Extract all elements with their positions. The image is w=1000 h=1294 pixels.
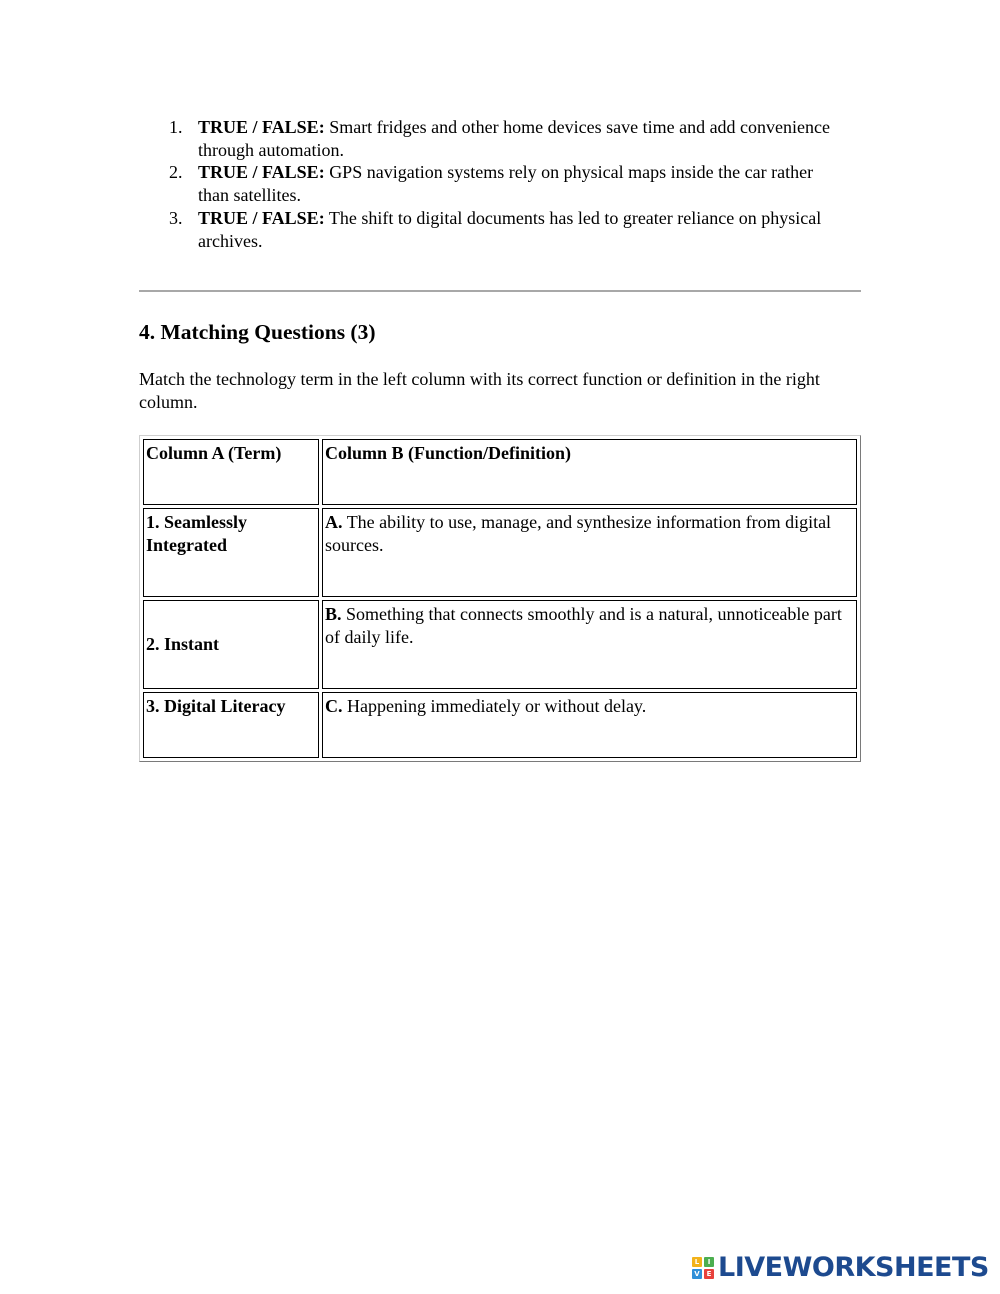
logo-tile: V	[692, 1269, 702, 1279]
table-row	[143, 600, 857, 689]
true-false-item	[139, 207, 839, 252]
section-divider	[139, 290, 861, 292]
term-cell: 2. Instant	[143, 600, 319, 689]
true-false-list	[139, 116, 839, 252]
brand-text: LIVEWORKSHEETS	[718, 1252, 989, 1283]
true-false-label: TRUE / FALSE:	[198, 207, 325, 228]
true-false-label: TRUE / FALSE:	[198, 117, 325, 137]
true-false-item	[139, 161, 839, 206]
definition-cell	[322, 692, 857, 758]
true-false-item	[139, 116, 839, 161]
definition-text: The ability to use, manage, and synthesize information from digital sources.	[325, 512, 832, 555]
column-b-header: Column B (Function/Definition)	[322, 439, 857, 505]
liveworksheets-brand	[692, 1252, 989, 1284]
column-a-header: Column A (Term)	[143, 439, 319, 505]
table-row	[143, 508, 857, 597]
true-false-label: TRUE / FALSE:	[198, 162, 325, 183]
definition-letter: B.	[325, 604, 342, 624]
item-number: 3.	[169, 207, 183, 228]
statement-text: The shift to digital documents has led to greater reliance on physical archives.	[198, 207, 822, 251]
matching-table	[139, 435, 861, 762]
term-cell: 3. Digital Literacy	[143, 692, 319, 758]
definition-text: Something that connects smoothly and is a natural, unnoticeable part of daily life.	[325, 604, 842, 647]
term-cell: 1. Seamlessly Integrated	[143, 508, 319, 597]
liveworksheets-logo-icon	[692, 1257, 714, 1279]
logo-tile: L	[692, 1257, 702, 1267]
logo-tile: E	[704, 1269, 714, 1279]
item-number: 2.	[169, 162, 183, 183]
item-number: 1.	[169, 117, 183, 137]
statement-text: Smart fridges and other home devices save time and add convenience through automation.	[198, 117, 831, 160]
definition-text: Happening immediately or without delay.	[347, 696, 647, 716]
table-row	[143, 692, 857, 758]
definition-cell	[322, 600, 857, 689]
logo-tile: I	[704, 1257, 714, 1267]
matching-instructions: Match the technology term in the left column with its correct function or definition in the right column.	[139, 369, 820, 412]
definition-letter: C.	[325, 696, 343, 716]
section-title: 4. Matching Questions (3)	[139, 320, 376, 344]
definition-cell	[322, 508, 857, 597]
definition-letter: A.	[325, 512, 343, 532]
table-header-row	[143, 439, 857, 505]
statement-text: GPS navigation systems rely on physical maps inside the car rather than satellites.	[198, 162, 814, 206]
